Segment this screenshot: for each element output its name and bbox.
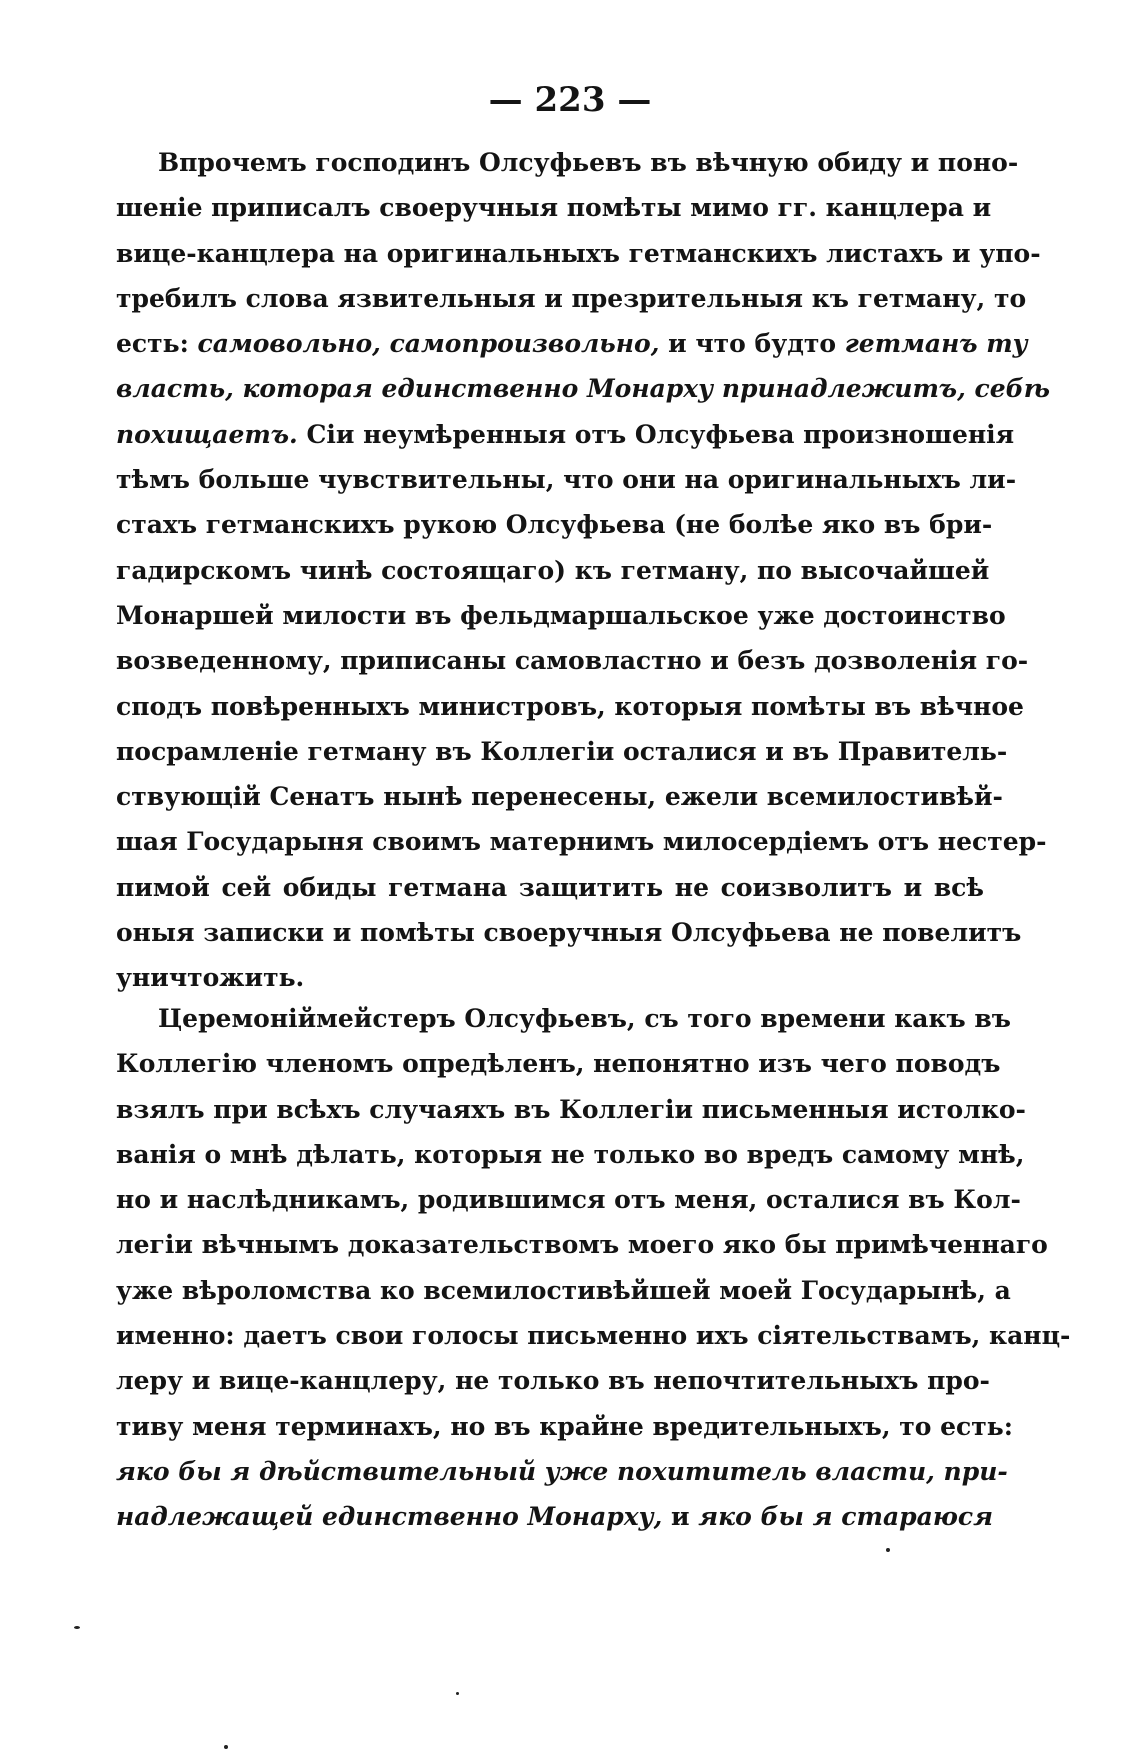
paragraph-2 xyxy=(116,996,1071,1540)
text-segment: сподъ повѣренныхъ министровъ, которыя помѣты въ вѣчное xyxy=(116,691,1024,721)
text-segment: пимой сей обиды гетмана защитить не соизволитъ и всѣ xyxy=(116,872,984,902)
print-speck xyxy=(456,1692,459,1695)
text-segment: вице-канцлера на оригинальныхъ гетманскихъ листахъ и упо- xyxy=(116,238,1041,268)
text-segment: требилъ слова язвительныя и презрительныя къ гетману, то xyxy=(116,283,1027,313)
text-segment: уже вѣроломства ко всемилостивѣйшей моей Государынѣ, а xyxy=(116,1275,1011,1305)
text-line xyxy=(116,1177,1021,1222)
text-line xyxy=(116,1358,990,1403)
text-line xyxy=(116,1132,1025,1177)
text-line xyxy=(116,865,984,910)
text-line xyxy=(116,955,984,1000)
text-line xyxy=(116,910,1022,955)
text-line xyxy=(116,548,990,593)
text-line xyxy=(116,1041,1001,1086)
text-segment: тиву меня терминахъ, но въ крайне вредительныхъ, то есть: xyxy=(116,1411,1013,1441)
text-line xyxy=(116,1268,1011,1313)
italic-text: надлежащей единственно Монарху, xyxy=(116,1502,663,1532)
text-line xyxy=(116,366,1050,411)
text-line xyxy=(116,1404,1013,1449)
text-segment: и xyxy=(662,1502,699,1532)
text-segment: есть: xyxy=(116,329,198,359)
text-segment: Сіи неумѣренныя отъ Олсуфьева произношенія xyxy=(297,419,1015,449)
text-segment: взялъ при всѣхъ случаяхъ въ Коллегіи письменныя истолко- xyxy=(116,1094,1026,1124)
text-line xyxy=(116,638,1029,683)
text-segment: посрамленіе гетману въ Коллегіи осталися и въ Правитель- xyxy=(116,736,1008,766)
page-number: — 223 — xyxy=(488,80,652,120)
text-line xyxy=(116,1449,1008,1494)
text-segment: гадирскомъ чинѣ состоящаго) къ гетману, по высочайшей xyxy=(116,555,990,585)
text-line xyxy=(116,729,1008,774)
text-segment: именно: даетъ свои голосы письменно ихъ сіятельствамъ, канц- xyxy=(116,1321,1071,1351)
text-segment: и что будто xyxy=(659,329,845,359)
text-segment: оныя записки и помѣты своеручныя Олсуфьева не повелитъ xyxy=(116,918,1022,948)
italic-text: яко бы я стараюся xyxy=(698,1502,993,1532)
text-segment: уничтожить. xyxy=(116,963,305,993)
italic-text: похищаетъ. xyxy=(116,419,298,449)
text-line xyxy=(116,1494,993,1539)
text-line xyxy=(116,996,1011,1041)
text-line xyxy=(116,276,1027,321)
print-speck xyxy=(886,1548,890,1552)
text-line xyxy=(116,457,1017,502)
text-line xyxy=(116,774,1003,819)
text-line xyxy=(116,819,1047,864)
text-segment: тѣмъ больше чувствительны, что они на оригинальныхъ ли- xyxy=(116,465,1017,495)
text-line xyxy=(116,684,1024,729)
text-segment: леру и вице-канцлеру, не только въ непочтительныхъ про- xyxy=(116,1366,990,1396)
text-segment: шеніе приписалъ своеручныя помѣты мимо гг. канцлера и xyxy=(116,193,992,223)
italic-text: самовольно, самопроизвольно, xyxy=(197,329,660,359)
text-line xyxy=(116,412,1015,457)
text-segment: но и наслѣдникамъ, родившимся отъ меня, осталися въ Кол- xyxy=(116,1185,1021,1215)
text-segment: Монаршей милости въ фельдмаршальское уже достоинство xyxy=(116,600,1006,630)
text-segment: легіи вѣчнымъ доказательствомъ моего яко бы примѣченнаго xyxy=(116,1230,1048,1260)
text-segment: шая Государыня своимъ матернимъ милосердіемъ отъ нестер- xyxy=(116,827,1047,857)
text-segment: ствующій Сенатъ нынѣ перенесены, ежели всемилостивѣй- xyxy=(116,782,1003,812)
print-speck xyxy=(224,1745,228,1749)
text-line xyxy=(116,1313,1071,1358)
text-line xyxy=(116,593,1006,638)
paragraph-1 xyxy=(116,140,1050,1001)
text-segment: стахъ гетманскихъ рукою Олсуфьева (не болѣе яко въ бри- xyxy=(116,510,993,540)
text-segment: ванія о мнѣ дѣлать, которыя не только во вредъ самому мнѣ, xyxy=(116,1139,1025,1169)
text-line xyxy=(116,1087,1026,1132)
text-line xyxy=(116,321,1028,366)
text-segment: Коллегію членомъ опредѣленъ, непонятно изъ чего поводъ xyxy=(116,1049,1001,1079)
text-line xyxy=(116,140,1019,185)
print-speck xyxy=(74,1626,80,1629)
italic-text: яко бы я дѣйствительный уже похититель власти, при- xyxy=(116,1456,1008,1486)
italic-text: власть, которая единственно Монарху принадлежитъ, себѣ xyxy=(116,374,1050,404)
text-line xyxy=(116,1222,1048,1267)
text-line xyxy=(116,185,992,230)
italic-text: гетманъ ту xyxy=(844,329,1028,359)
text-segment: возведенному, приписаны самовластно и безъ дозволенія го- xyxy=(116,646,1029,676)
text-line xyxy=(116,502,993,547)
text-segment: Впрочемъ господинъ Олсуфьевъ въ вѣчную обиду и поно- xyxy=(158,148,1019,177)
text-line xyxy=(116,231,1041,276)
text-segment: Церемоніймейстеръ Олсуфьевъ, съ того времени какъ въ xyxy=(158,1004,1011,1033)
